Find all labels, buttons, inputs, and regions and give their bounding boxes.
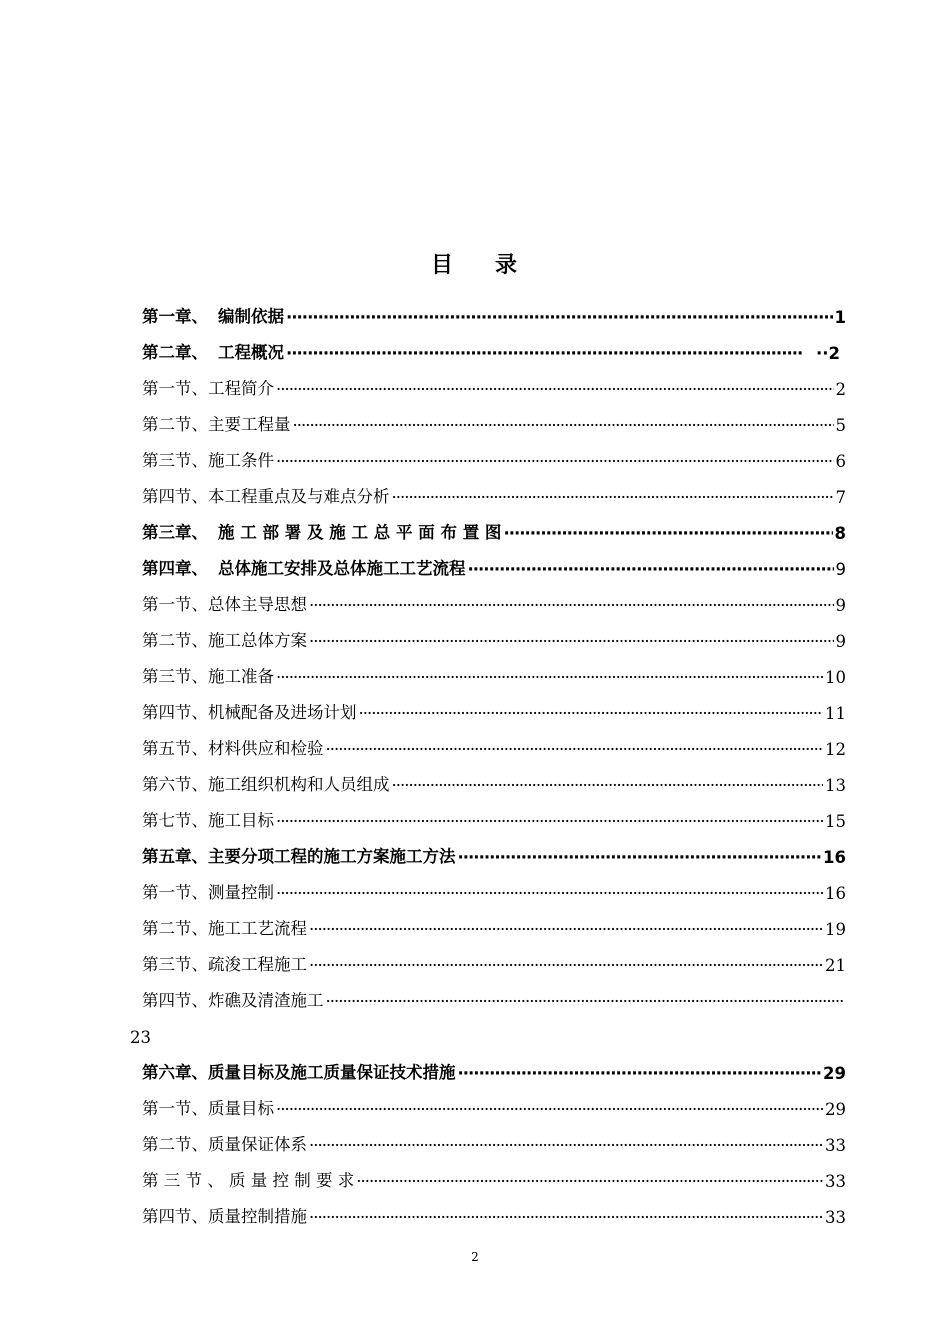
- toc-entry-title: 第四节、质量控制措施: [142, 1207, 307, 1226]
- toc-page-number: 2: [835, 380, 846, 399]
- toc-entry-title: 第四节、炸礁及清渣施工: [142, 991, 324, 1010]
- toc-entry-title: 第三节、施工条件: [142, 451, 274, 470]
- toc-entry-label: 第二章、: [142, 343, 208, 362]
- toc-entry-ch4-s5[interactable]: [142, 728, 846, 764]
- toc-leader-dots: [326, 740, 824, 764]
- toc-leader-dots: [276, 668, 823, 692]
- toc-entry-label: 第四章、: [142, 559, 208, 578]
- toc-leader-dots: [309, 1208, 823, 1232]
- toc-entry-title: 第二节、施工工艺流程: [142, 919, 307, 938]
- toc-leader-dots: [309, 632, 834, 656]
- toc-entry-title: 第一节、质量目标: [142, 1099, 274, 1118]
- toc-leader-dots: [503, 524, 832, 548]
- toc-page-number: 1: [834, 308, 846, 327]
- toc-page-number: 12: [825, 740, 846, 759]
- toc-entry-ch6-s2[interactable]: [142, 1124, 846, 1160]
- toc-entry-ch2-s4[interactable]: [142, 476, 846, 512]
- toc-page-number: 16: [823, 848, 846, 867]
- toc-entry-title: 施 工 部 署 及 施 工 总 平 面 布 置 图: [218, 523, 502, 542]
- toc-entry-ch2[interactable]: [142, 332, 846, 368]
- toc-page-number: 21: [825, 956, 846, 975]
- toc-entry-ch4-s6[interactable]: [142, 764, 846, 800]
- toc-entry-ch2-s2[interactable]: [142, 404, 846, 440]
- toc-page-number: 19: [825, 920, 846, 939]
- toc-entry-ch5-s2[interactable]: [142, 908, 846, 944]
- toc-entry-title: 第五章、主要分项工程的施工方案施工方法: [142, 847, 456, 866]
- toc-entry-title: 第二节、主要工程量: [142, 415, 291, 434]
- toc-entry-title: 第二节、施工总体方案: [142, 631, 307, 650]
- toc-entry-title: 编制依据: [218, 307, 284, 326]
- toc-entry-ch6-s4[interactable]: [142, 1196, 846, 1232]
- toc-leader-dots: [326, 992, 845, 1016]
- toc-leader-dots: [276, 812, 823, 836]
- toc-leader-dots: [276, 1100, 823, 1124]
- toc-leader-dots: [276, 452, 834, 476]
- toc-entry-title: 第五节、材料供应和检验: [142, 739, 324, 758]
- toc-entry-title: 第四节、本工程重点及与难点分析: [142, 487, 390, 506]
- toc-leader-dots: [392, 488, 834, 512]
- toc-entry-ch4-s1[interactable]: [142, 584, 846, 620]
- toc-title-left: 目: [430, 253, 455, 278]
- toc-leader-dots: [309, 596, 834, 620]
- toc-page-number: 33: [825, 1136, 846, 1155]
- toc-page-number: 29: [823, 1064, 846, 1083]
- toc-entry-title: 第四节、机械配备及进场计划: [142, 703, 357, 722]
- toc-entry-ch4-s7[interactable]: [142, 800, 846, 836]
- toc-page-number: 9: [835, 560, 846, 579]
- toc-title-right: 录: [495, 253, 520, 278]
- toc-wrapped-line: [130, 1016, 846, 1052]
- toc-page-number: 33: [825, 1208, 846, 1227]
- toc-entry-label: 第三章、: [142, 523, 208, 542]
- toc-page-number: 7: [835, 488, 846, 507]
- toc-entry-ch6-s1[interactable]: [142, 1088, 846, 1124]
- toc-entry-title: 第 三 节 、 质 量 控 制 要 求: [142, 1171, 355, 1190]
- toc-page-number: 33: [825, 1172, 846, 1191]
- toc-page-number: ··2: [815, 344, 840, 363]
- toc-entry-ch5-s3[interactable]: [142, 944, 846, 980]
- toc-leader-dots: [392, 776, 824, 800]
- toc-entry-title: 第六节、施工组织机构和人员组成: [142, 775, 390, 794]
- toc-entry-title: 第三节、疏浚工程施工: [142, 955, 307, 974]
- toc-leader-dots: [276, 884, 823, 908]
- toc-entry-ch4-s4[interactable]: [142, 692, 846, 728]
- toc-entry-ch2-s3[interactable]: [142, 440, 846, 476]
- toc-page-number: 11: [825, 704, 846, 723]
- toc-page-number: 9: [835, 596, 846, 615]
- toc-leader-dots: [458, 848, 822, 872]
- toc-leader-dots: [309, 956, 823, 980]
- toc-entry-title: 总体施工安排及总体施工工艺流程: [218, 559, 466, 578]
- toc-leader-dots: [286, 308, 833, 332]
- toc-entry-title: 工程概况: [218, 343, 284, 362]
- toc-entry-title: 第一节、工程简介: [142, 379, 274, 398]
- toc-leader-dots: [468, 560, 834, 584]
- toc-entry-ch6-s3[interactable]: [142, 1160, 846, 1196]
- toc-page-number: 23: [130, 1028, 151, 1047]
- toc-leader-dots: [458, 1064, 822, 1088]
- toc-page-number: 16: [825, 884, 846, 903]
- toc-entry-ch5-s1[interactable]: [142, 872, 846, 908]
- toc-leader-dots: [293, 416, 834, 440]
- toc-page-number: 6: [835, 452, 846, 471]
- page-footer-number: 2: [471, 1250, 479, 1264]
- toc-page-number: 8: [834, 524, 846, 543]
- toc-entry-title: 第一节、总体主导思想: [142, 595, 307, 614]
- toc-entry-title: 第一节、测量控制: [142, 883, 274, 902]
- toc-page-number: 10: [825, 668, 846, 687]
- toc-leader-dots: [309, 1136, 823, 1160]
- toc-entry-title: 第三节、施工准备: [142, 667, 274, 686]
- toc-entry-title: 第二节、质量保证体系: [142, 1135, 307, 1154]
- toc-page-number: 29: [825, 1100, 846, 1119]
- toc-entry-ch5[interactable]: [142, 836, 846, 872]
- toc-page-number: 9: [835, 632, 846, 651]
- toc-entry-ch4-s3[interactable]: [142, 656, 846, 692]
- toc-entry-ch4[interactable]: [142, 548, 846, 584]
- toc-leader-dots: [356, 1172, 823, 1196]
- toc-entry-title: 第六章、质量目标及施工质量保证技术措施: [142, 1063, 456, 1082]
- toc-entry-ch1[interactable]: [142, 296, 846, 332]
- toc-page-number: 5: [835, 416, 846, 435]
- toc-entry-ch4-s2[interactable]: [142, 620, 846, 656]
- toc-leader-dots: [309, 920, 823, 944]
- toc-entry-ch6[interactable]: [142, 1052, 846, 1088]
- toc-entry-ch3[interactable]: [142, 512, 846, 548]
- toc-leader-dots: [276, 380, 834, 404]
- toc-page-number: 15: [825, 812, 846, 831]
- table-of-contents: [130, 296, 846, 1232]
- toc-entry-ch5-s4[interactable]: [142, 980, 846, 1016]
- toc-leader-dots: [286, 344, 802, 368]
- toc-page-number: 13: [825, 776, 846, 795]
- toc-entry-title: 第七节、施工目标: [142, 811, 274, 830]
- toc-entry-label: 第一章、: [142, 307, 208, 326]
- toc-title: [0, 248, 950, 279]
- toc-leader-dots: [359, 704, 824, 728]
- toc-entry-ch2-s1[interactable]: [142, 368, 846, 404]
